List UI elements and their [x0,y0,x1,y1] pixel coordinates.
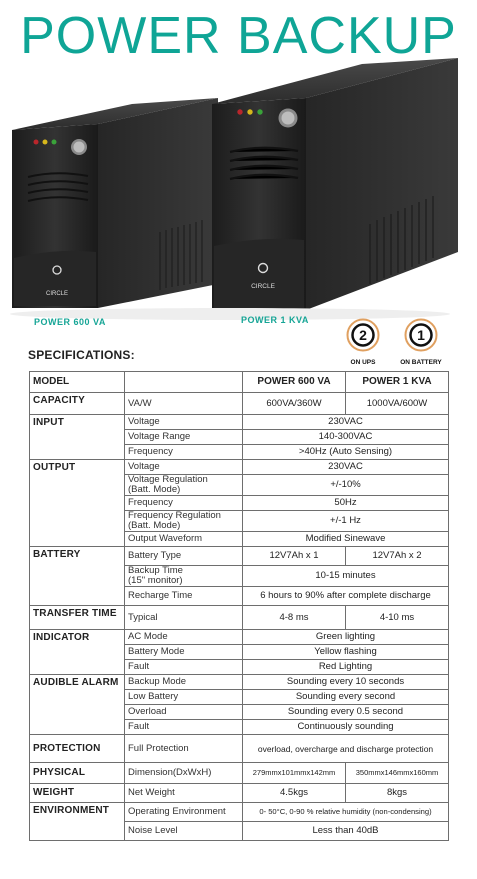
table-row: WEIGHT Net Weight 4.5kgs 8kgs [30,784,449,803]
svg-text:2: 2 [359,327,367,343]
warranty-badge-ups-label: ON UPS [350,359,376,366]
warranty-seal-icon [346,318,380,352]
product-label-1kva: POWER 1 KVA [241,315,309,325]
table-row: Frequency Regulation (Batt. Mode) +/-1 Hz [30,511,449,532]
table-row: Low Battery Sounding every second [30,690,449,705]
table-row [30,372,449,393]
table-row: Fault Red Lighting [30,660,449,675]
product-label-600va: POWER 600 VA [34,317,106,327]
ups-1kva-illustration [212,58,458,310]
table-row: Fault Continuously sounding [30,720,449,735]
table-row: INDICATOR AC Mode Green lighting [30,630,449,645]
header-600va: POWER 600 VA [243,372,346,393]
table-row: Recharge Time 6 hours to 90% after complete discharge [30,587,449,606]
warranty-badge-battery [398,318,444,366]
specifications-heading: SPECIFICATIONS: [28,348,135,362]
table-row: Overload Sounding every 0.5 second [30,705,449,720]
table-row: AUDIBLE ALARM Backup Mode Sounding every 10 seconds [30,675,449,690]
table-row: Frequency >40Hz (Auto Sensing) [30,445,449,460]
table-row: BATTERY Battery Type 12V7Ah x 1 12V7Ah x 2 [30,547,449,566]
warranty-badge-ups [340,318,386,366]
table-row: Voltage Range 140-300VAC [30,430,449,445]
table-row: Frequency 50Hz [30,496,449,511]
svg-text:1: 1 [417,327,425,343]
header-1kva: POWER 1 KVA [346,372,449,393]
table-row: ENVIRONMENT Operating Environment 0- 50°C, 0-90 % relative humidity (non-condensing) [30,803,449,822]
brand-logo-large: CIRCLE [251,283,275,290]
table-row: Voltage Regulation (Batt. Mode) +/-10% [30,475,449,496]
table-row: OUTPUT Voltage 230VAC [30,460,449,475]
ups-600va-illustration [12,98,218,308]
table-row: Output Waveform Modified Sinewave [30,532,449,547]
warranty-badge-battery-label: ON BATTERY [400,359,442,366]
table-row: TRANSFER TIME Typical 4-8 ms 4-10 ms [30,606,449,630]
header-model: MODEL [30,372,125,393]
table-row: INPUT Voltage 230VAC [30,415,449,430]
specifications-table [29,371,449,841]
table-row: Noise Level Less than 40dB [30,822,449,841]
brand-logo-small: CIRCLE [45,291,69,297]
warranty-seal-icon [404,318,438,352]
table-row: PROTECTION Full Protection overload, overcharge and discharge protection [30,735,449,763]
table-row: Battery Mode Yellow flashing [30,645,449,660]
page-title: POWER BACKUP [20,7,457,65]
product-image [0,52,477,342]
table-row: PHYSICAL Dimension(DxWxH) 279mmx101mmx142mm 350mmx146mmx160mm [30,763,449,784]
table-row: CAPACITY VA/W 600VA/360W 1000VA/600W [30,393,449,415]
table-row: Backup Time (15" monitor) 10-15 minutes [30,566,449,587]
